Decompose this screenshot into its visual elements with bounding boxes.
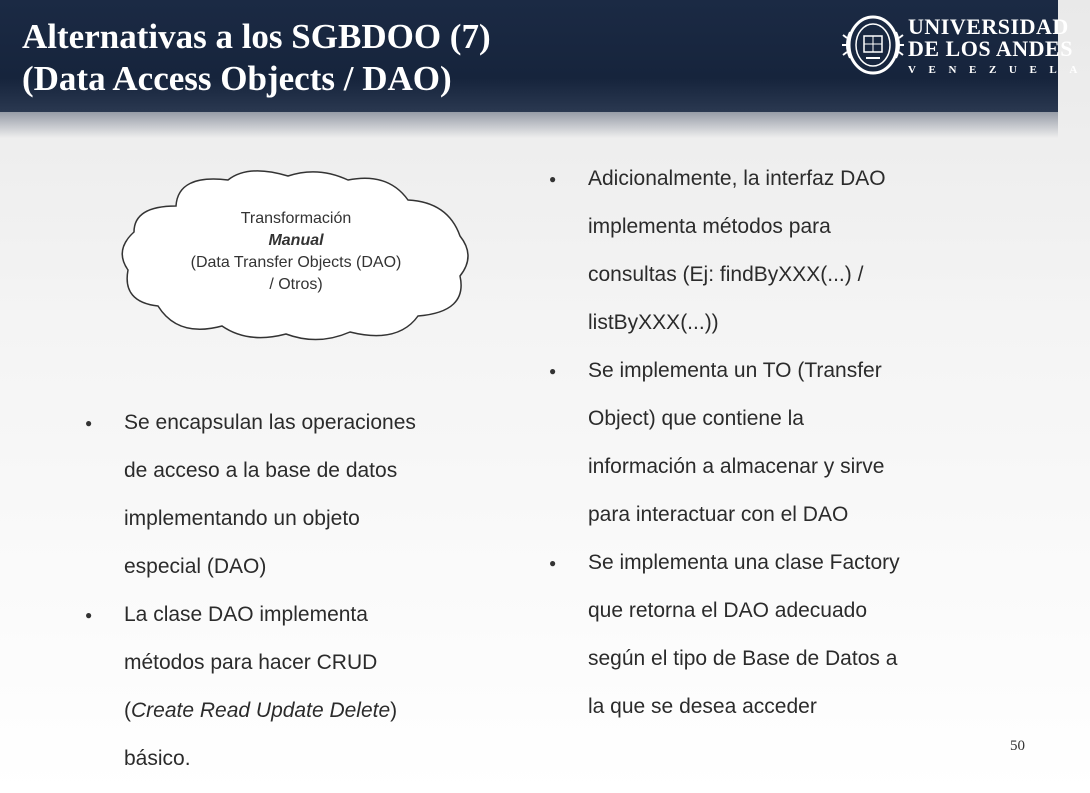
crud-expansion: Create Read Update Delete (131, 699, 391, 722)
bullet-icon: ● (85, 608, 93, 622)
bullet-line: métodos para hacer CRUD (124, 651, 378, 674)
bullet-line: que retorna el DAO adecuado (588, 599, 868, 622)
bullet-line: implementa métodos para (588, 215, 831, 238)
bullet-line: consultas (Ej: findByXXX(...) / (588, 263, 864, 286)
title-line-2: (Data Access Objects / DAO) (22, 59, 452, 98)
logo-text (908, 16, 1090, 76)
bullet-line: información a almacenar y sirve (588, 455, 885, 478)
left-bullet-list (85, 399, 505, 783)
title-line-1: Alternativas a los SGBDOO (7) (22, 17, 491, 56)
bullet-line: Adicionalmente, la interfaz DAO (588, 167, 886, 190)
bullet-icon: ● (549, 172, 557, 186)
bullet-icon: ● (85, 416, 93, 430)
bullet-line: La clase DAO implementa (124, 603, 368, 626)
cloud-line-1: Transformación (240, 210, 352, 227)
cloud-line-2: Manual (268, 232, 324, 249)
bullet-line: la que se desea acceder (588, 695, 817, 718)
slide-title (22, 16, 491, 100)
bullet-line: básico. (124, 747, 191, 770)
cloud-line-3: (Data Transfer Objects (DAO) (190, 254, 402, 271)
page-number: 50 (1010, 738, 1025, 754)
bullet-line: implementando un objeto (124, 507, 360, 530)
bullet-item (85, 591, 505, 783)
bullet-line (124, 687, 505, 735)
right-bullet-list (549, 155, 1009, 731)
cloud-text (118, 208, 474, 296)
bullet-line: Se implementa un TO (Transfer (588, 359, 882, 382)
bullet-line: para interactuar con el DAO (588, 503, 849, 526)
slide-header (0, 0, 1090, 112)
cloud-line-4: / Otros) (269, 276, 323, 293)
bullet-line: especial (DAO) (124, 555, 267, 578)
bullet-item (549, 347, 1009, 539)
bullet-icon: ● (549, 556, 557, 570)
bullet-item (549, 539, 1009, 731)
bullet-icon: ● (549, 364, 557, 378)
transformation-cloud (118, 166, 474, 344)
bullet-line: listByXXX(...)) (588, 311, 719, 334)
bullet-item (549, 155, 1009, 347)
logo-line-2: DE LOS ANDES (908, 36, 1073, 61)
bullet-line: de acceso a la base de datos (124, 459, 398, 482)
bullet-line: Se encapsulan las operaciones (124, 411, 416, 434)
logo-line-3: VENEZUELA (908, 64, 1090, 76)
paren-open: ( (124, 699, 131, 722)
bullet-line: según el tipo de Base de Datos a (588, 647, 898, 670)
university-seal-icon (842, 12, 904, 78)
header-shadow (0, 112, 1058, 138)
bullet-item (85, 399, 505, 591)
bullet-line: Se implementa una clase Factory (588, 551, 900, 574)
logo-line-1: UNIVERSIDAD (908, 14, 1069, 39)
bullet-line: Object) que contiene la (588, 407, 804, 430)
paren-close: ) (390, 699, 398, 722)
university-logo (842, 12, 1090, 88)
